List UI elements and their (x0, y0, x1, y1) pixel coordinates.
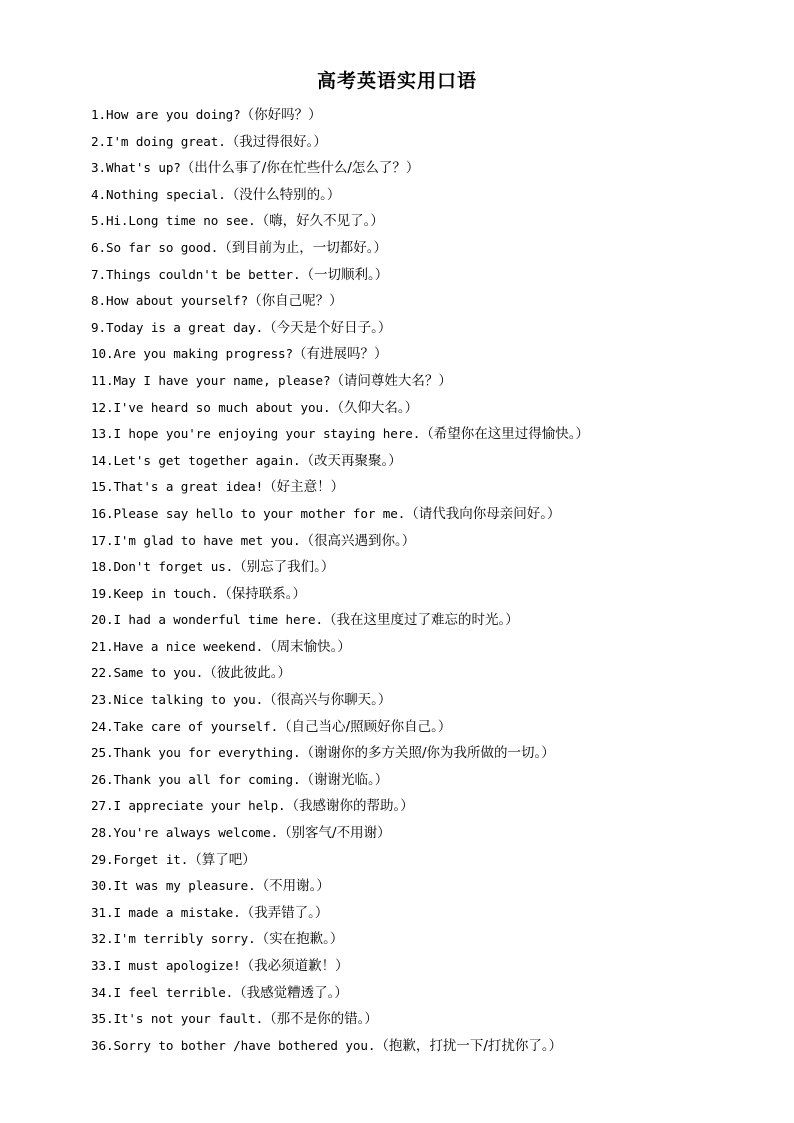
list-item (91, 926, 771, 953)
phrase-chinese: （很高兴与你聊天。） (263, 692, 392, 709)
list-item (91, 235, 771, 262)
phrase-english: 1.How are you doing? (91, 107, 241, 122)
list-item (91, 847, 771, 874)
list-item (91, 474, 771, 501)
phrase-english: 36.Sorry to bother /have bothered you. (91, 1037, 376, 1053)
phrase-english: 23.Nice talking to you. (91, 692, 264, 708)
phrase-english: 31.I made a mistake. (91, 904, 241, 920)
phrase-chinese: （抱歉，打扰一下/打扰你了。） (375, 1037, 563, 1054)
list-item (91, 102, 771, 129)
phrase-english: 8.How about yourself? (91, 293, 249, 309)
phrase-english: 9.Today is a great day. (91, 319, 264, 335)
phrase-chinese: （自己当心/照顾好你自己。） (278, 718, 452, 735)
phrase-english: 14.Let's get together again. (91, 452, 301, 468)
phrase-english: 27.I appreciate your help. (91, 798, 286, 814)
list-item (91, 660, 771, 687)
list-item (91, 1006, 771, 1033)
phrase-chinese: （我必须道歉！） (240, 958, 349, 974)
phrase-chinese: （今天是个好日子。） (263, 319, 392, 336)
phrase-chinese: （没什么特别的。） (225, 186, 341, 203)
list-item (91, 368, 771, 395)
document-title: 高考英语实用口语 (316, 70, 477, 92)
phrase-chinese: （我过得很好。） (225, 133, 327, 150)
phrase-english: 35.It's not your fault. (91, 1011, 264, 1027)
phrase-english: 4.Nothing special. (91, 186, 226, 202)
phrase-chinese: （你好吗？） (240, 107, 322, 123)
phrase-english: 6.So far so good. (91, 239, 219, 255)
phrase-english: 20.I had a wonderful time here. (91, 612, 323, 628)
list-item (91, 262, 771, 289)
phrase-chinese: （彼此彼此。） (203, 665, 291, 682)
list-item (91, 554, 771, 581)
phrase-english: 7.Things couldn't be better. (91, 266, 301, 282)
list-item (91, 182, 771, 209)
list-item (91, 1033, 771, 1060)
list-item (91, 448, 771, 475)
phrase-english: 10.Are you making progress? (91, 346, 294, 362)
phrase-chinese: （好主意！） (263, 479, 345, 496)
list-item (91, 581, 771, 608)
phrase-chinese: （不用谢。） (255, 878, 330, 895)
list-item (91, 501, 771, 528)
list-item (91, 129, 771, 156)
phrase-chinese: （我在这里度过了难忘的时光。） (322, 612, 519, 629)
phrase-chinese: （别客气/不用谢） (278, 825, 391, 842)
phrase-chinese: （我感觉糟透了。） (233, 984, 348, 1001)
phrase-english: 22.Same to you. (91, 665, 204, 681)
phrase-chinese: （久仰大名。） (330, 399, 419, 416)
list-item (91, 714, 771, 741)
phrase-english: 5.Hi.Long time no see. (91, 213, 256, 229)
phrase-chinese: （希望你在这里过得愉快。） (420, 426, 589, 443)
phrase-chinese: （到目前为止，一切都好。） (218, 239, 387, 256)
list-item (91, 687, 771, 714)
phrase-chinese: （我弄错了。） (240, 904, 329, 921)
phrase-english: 2.I'm doing great. (91, 133, 226, 149)
phrase-chinese: （我感谢你的帮助。） (285, 798, 414, 815)
phrase-english: 25.Thank you for everything. (91, 745, 301, 761)
phrase-chinese: （一切顺利。） (300, 266, 389, 283)
list-item (91, 793, 771, 820)
list-item (91, 767, 771, 794)
phrase-english: 19.Keep in touch. (91, 585, 219, 601)
phrase-english: 26.Thank you all for coming. (91, 771, 301, 787)
phrase-english: 28.You're always welcome. (91, 825, 279, 841)
list-item (91, 820, 771, 847)
list-item (91, 900, 771, 927)
list-item (91, 315, 771, 342)
phrase-english: 30.It was my pleasure. (91, 878, 256, 894)
phrase-english: 13.I hope you're enjoying your staying here. (91, 426, 421, 442)
list-item (91, 341, 771, 368)
phrase-chinese: （请问尊姓大名？） (330, 372, 452, 389)
list-item (91, 980, 771, 1007)
list-item (91, 634, 771, 661)
phrase-chinese: （你自己呢？） (248, 293, 343, 310)
list-item (91, 155, 771, 182)
list-item (91, 740, 771, 767)
phrase-chinese: （嗨，好久不见了。） (255, 213, 384, 230)
phrase-english: 12.I've heard so much about you. (91, 399, 331, 415)
list-item (91, 421, 771, 448)
phrase-english: 32.I'm terribly sorry. (91, 931, 256, 947)
phrase-chinese: （谢谢你的多方关照/你为我所做的一切。） (300, 745, 555, 762)
phrase-chinese: （改天再聚聚。） (300, 452, 402, 469)
phrase-chinese: （保持联系。） (218, 585, 306, 602)
phrase-english: 21.Have a nice weekend. (91, 638, 264, 654)
list-item (91, 288, 771, 315)
phrase-english: 3.What's up? (91, 160, 181, 176)
list-item (91, 395, 771, 422)
list-item (91, 528, 771, 555)
phrase-english: 15.That's a great idea! (91, 479, 264, 495)
phrase-chinese: （那不是你的错。） (263, 1011, 378, 1028)
phrase-english: 17.I'm glad to have met you. (91, 532, 301, 548)
list-item (91, 208, 771, 235)
phrase-english: 16.Please say hello to your mother for me. (91, 505, 406, 521)
phrase-chinese: （有进展吗？） (293, 346, 388, 363)
phrase-chinese: （很高兴遇到你。） (300, 532, 416, 549)
phrase-chinese: （算了吧） (188, 851, 256, 868)
phrase-english: 24.Take care of yourself. (91, 718, 279, 734)
list-item (91, 873, 771, 900)
phrase-chinese: （谢谢光临。） (300, 771, 389, 788)
phrase-chinese: （别忘了我们。） (233, 559, 335, 576)
phrase-chinese: （请代我向你母亲问好。） (405, 505, 561, 522)
phrase-english: 33.I must apologize! (91, 958, 241, 973)
list-item (91, 953, 771, 980)
list-item (91, 607, 771, 634)
phrase-english: 34.I feel terrible. (91, 984, 234, 1000)
phrase-chinese: （周末愉快。） (263, 638, 351, 655)
phrase-english: 29.Forget it. (91, 851, 189, 867)
phrase-english: 11.May I have your name, please? (91, 372, 331, 388)
phrase-chinese: （实在抱歉。） (255, 931, 344, 948)
phrase-english: 18.Don't forget us. (91, 559, 234, 575)
phrase-list (91, 102, 771, 1059)
phrase-chinese: （出什么事了/你在忙些什么/怎么了？） (180, 160, 420, 177)
